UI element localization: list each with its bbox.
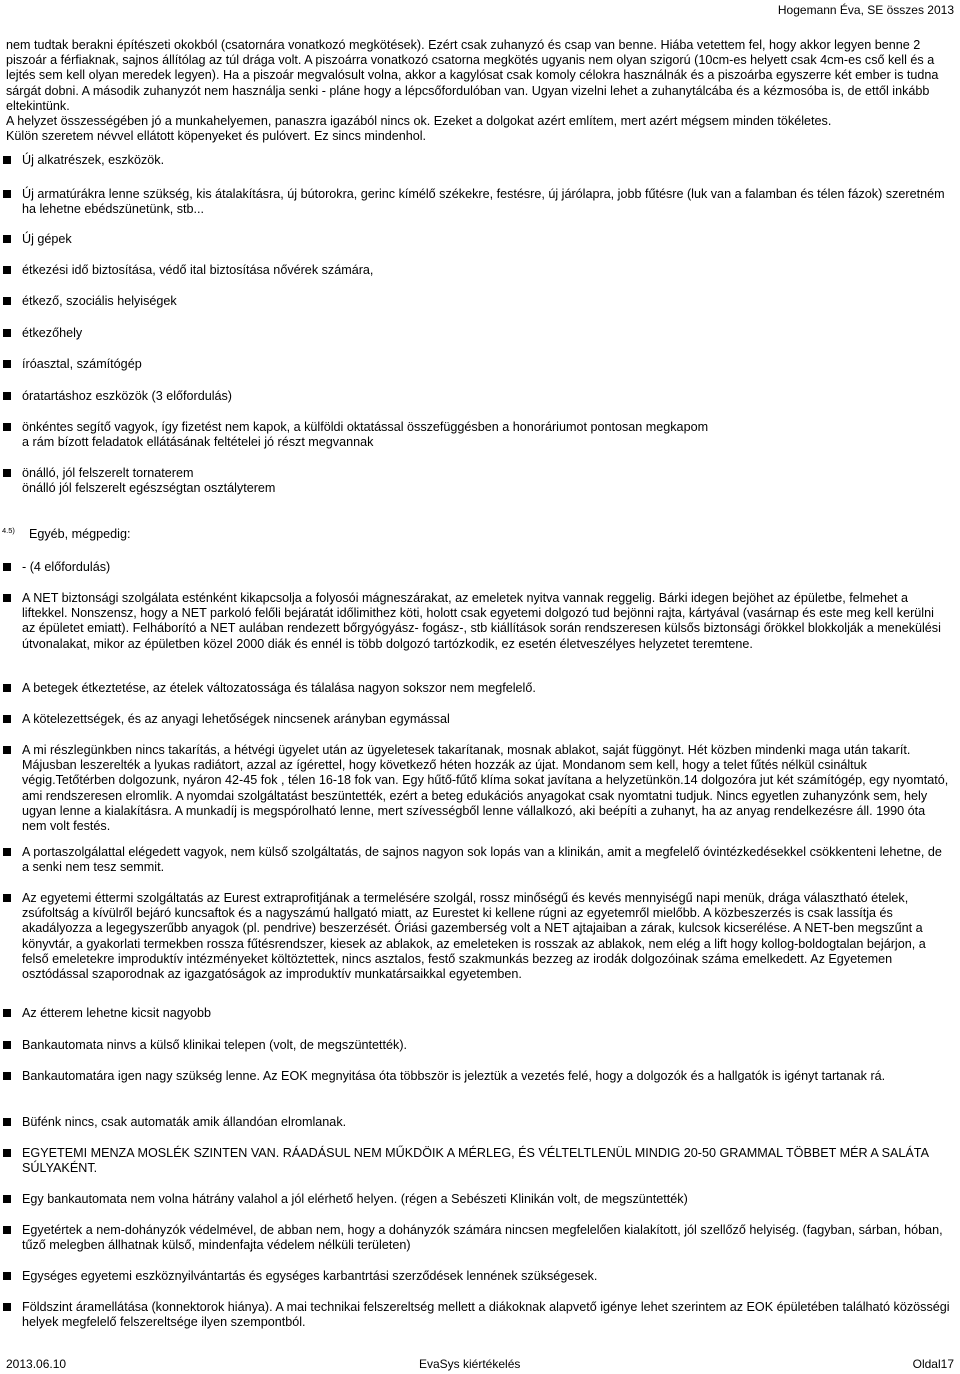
intro-paragraph: nem tudtak berakni építészeti okokból (csatornára vonatkozó megkötések). Ezért csak zuhanyzó és csap van benne. Hiába vetettem fel, hogy akkor legyen benne 2 piszoár a férfiaknak, sajnos állítólag az túl drága volt. A piszoárra vonatkozó csatorna megkötés ugyanis nem olyan szigorú (10cm-es helyett csak 4cm-es cső kell és a lejtés sem kell olyan meredek legyen). Ha a piszoár megvalósult volna, akkor a kagylósat csak komoly célokra használnák és a piszoárba egyszerre két ember is tudna sárgát dobni. A második zuhanyzót nem használja senki - pláne hogy a lépcsőfordulóban van. Ugyan vizelni lehet a zuhanytálcába és a kézmosóba is, de ettől inkább eltekintünk. [6,38,939,113]
bullet-item: Egy bankautomata nem volna hátrány valahol a jól elérhető helyen. (régen a Sebészeti Klinikán volt, de megszüntették) [0,1192,950,1207]
bullet-item: Új gépek [0,232,950,247]
bullet-square-icon [3,594,11,602]
bullet-square-icon [3,1072,11,1080]
bullet-item: A kötelezettségek, és az anyagi lehetőségek nincsenek arányban egymással [0,712,950,727]
bullet-item: önkéntes segítő vagyok, így fizetést nem kapok, a külföldi oktatással összefüggésben a honoráriumot pontosan megkapom a rám bízott feladatok ellátásának feltételei jó részt megvannak [0,420,950,450]
bullet-square-icon [3,1195,11,1203]
intro-paragraph: Külön szeretem névvel ellátott köpenyeket és pulóvert. Ez sincs mindenhol. [6,129,427,144]
bullet-square-icon [3,297,11,305]
bullet-square-icon [3,848,11,856]
bullet-item: Új armatúrákra lenne szükség, kis átalakításra, új bútorokra, gerinc kímélő székekre, festésre, új járólapra, jobb fűtésre (luk van a falamban és télen fázok) szeretném ha lehetne ebédszünetünk, stb... [0,187,950,217]
intro-paragraph: A helyzet összességében jó a munkahelyemen, panaszra igazából nincs ok. Ezeket a dolgokat azért említem, mert azért mégsem minden tökéletes. [6,114,832,129]
bullet-square-icon [3,1009,11,1017]
section-number: 4.5) [2,526,15,535]
intro-text [6,38,950,144]
bullet-item: óratartáshoz eszközök (3 előfordulás) [0,389,950,404]
bullet-square-icon [3,684,11,692]
bullet-item: - (4 előfordulás) [0,560,950,575]
bullet-item: Egyetértek a nem-dohányzók védelmével, de abban nem, hogy a dohányzók számára nincsen megfelelően kialakított, jól szellőző helyiség. (fagyban, sárban, hóban, tűző melegben állhatnak külső, mindenfajta védelem nélküli területen) [0,1223,950,1253]
bullet-item: A mi részlegünkben nincs takarítás, a hétvégi ügyelet után az ügyeletesek takarítanak, mosnak ablakot, saját függönyt. Hét közben mindenki maga után takarít. Májusban leszerelték a lyukas radiátort, azzal az ígérettel, hogy következő héten hozzák az újat. Mondanom sem kell, hogy a telet fűtés nélkül csináltuk végig.Tetőtérben dolgozunk, nyáron 42-45 fok , télen 16-18 fok van. Egy hűtő-fűtő klíma sokat javítana a helyzetünkön.14 dolgozóra jut két számítógép, egy nyomtató, ami rendszeresen elromlik. A nyomdai szolgáltatást beszüntették, ezért a beteg edukációs anyagokat csak nyomtatni tudjuk. Nincs egyetlen zuhanyzónk sem, hely ugyan lenne a kialakításra. A munkadíj is megspórolható lenne, mert szívességből lenne vállalkozó, aki beépíti a zuhanyt, ha az anyag rendelkezésre áll. 1990 óta nem volt festés. [0,743,950,834]
bullet-square-icon [3,190,11,198]
bullet-item: Büfénk nincs, csak automaták amik állandóan elromlanak. [0,1115,950,1130]
bullet-item: étkezési idő biztosítása, védő ital biztosítása nővérek számára, [0,263,950,278]
bullet-square-icon [3,329,11,337]
bullet-item: A NET biztonsági szolgálata esténként kikapcsolja a folyosói mágneszárakat, az emeletek nyitva vannak reggelig. Bárki idegen bejöhet az épületbe, felmehet a liftekkel. Nonszensz, hogy a NET parkoló felőli bejáratát időlimithez köti, holott csak egyetemi dolgozó tud bejönni rajta, kártyával (vasárnap és este meg kell kerülni az épületet emiatt). Felháborító a NET aulában rendezett bőrgyógyász- fogász-, stb kiállítások során rendszeresen külsős biztonsági őrökkel blokkolják a menekülési útvonalakat, mikor az épületben közel 2000 diák és ennél is több dolgozó tartózkodik, ez esetén életveszélyes helyzetet teremtene. [0,591,950,652]
section-title: Egyéb, mégpedig: [28,527,131,541]
footer-center: EvaSys kiértékelés [419,1357,521,1371]
bullet-square-icon [3,1041,11,1049]
bullet-square-icon [3,1272,11,1280]
bullet-item: önálló, jól felszerelt tornaterem önálló jól felszerelt egészségtan osztályterem [0,466,950,496]
bullet-item: íróasztal, számítógép [0,357,950,372]
page-header: Hogemann Éva, SE összes 2013 [777,3,954,17]
footer-date: 2013.06.10 [6,1357,67,1371]
section-heading [2,527,130,541]
bullet-square-icon [3,563,11,571]
bullet-square-icon [3,894,11,902]
bullet-item: étkező, szociális helyiségek [0,294,950,309]
bullet-square-icon [3,360,11,368]
bullet-square-icon [3,423,11,431]
bullet-square-icon [3,156,11,164]
bullet-square-icon [3,266,11,274]
bullet-square-icon [3,469,11,477]
bullet-item: A betegek étkeztetése, az ételek változatossága és tálalása nagyon sokszor nem megfelelő. [0,681,950,696]
bullet-square-icon [3,1303,11,1311]
bullet-item: Egységes egyetemi eszköznyilvántartás és egységes karbantrtási szerződések lennének szükségesek. [0,1269,950,1284]
bullet-item: Bankautomatára igen nagy szükség lenne. Az EOK megnyitása óta többször is jeleztük a vezetés felé, hogy a dolgozók és a hallgatók is igényt tartanak rá. [0,1069,950,1084]
bullet-square-icon [3,392,11,400]
bullet-item: Bankautomata ninvs a külső klinikai telepen (volt, de megszüntették). [0,1038,950,1053]
bullet-item: Az egyetemi éttermi szolgáltatás az Eurest extraprofitjának a termelésére szolgál, rossz minőségű és kevés mennyiségű napi menük, drága választható ételek, zsúfoltság a kívülről bejáró kuncsaftok és a nagyszámú hallgató miatt, az Eurestet ki kellene rúgni az egyetemről mielőbb. A közbeszerzés is csak lassítja és akadályozza a legegyszerűbb anyagok (pl. pendrive) beszerzését. Óriási gazemberség volt a NET ajtajaiban a zárak, kulcsok kicserélése. A NET-ben megszűnt a könyvtár, a gyakorlati termekben rossza fűtésrendszer, kiesek az ablakok, az emeleteken is rosszak az ablakok, nem elég a lift hogy kollog-boldogtalan bejárjon, a felső emeletekre improduktív intézményeket költöztettek, nincs asztalos, festő szakmunkás bezzeg az irodák dolgozóinak száma emelkedett. Az Egyetemen osztódással szaporodnak az igazgatóságok az improduktív munkatársaikkal egyetemben. [0,891,950,982]
bullet-item: A portaszolgálattal elégedett vagyok, nem külső szolgáltatás, de sajnos nagyon sok lopás van a klinikán, amit a megfelelő óvintézkedésekkel csökkenteni lehetne, de a senki nem tesz semmit. [0,845,950,875]
bullet-square-icon [3,1226,11,1234]
bullet-item: Földszint áramellátása (konnektorok hiánya). A mai technikai felszereltség mellett a diákoknak alapvető igénye lehet szerintem az EOK épületében található közösségi helyek megfelelő felszereltsége ilyen szempontból. [0,1300,950,1330]
bullet-item: Új alkatrészek, eszközök. [0,153,950,168]
bullet-item: Az étterem lehetne kicsit nagyobb [0,1006,950,1021]
footer-page-number: Oldal17 [912,1357,954,1371]
bullet-square-icon [3,1118,11,1126]
bullet-square-icon [3,235,11,243]
bullet-square-icon [3,715,11,723]
bullet-item: EGYETEMI MENZA MOSLÉK SZINTEN VAN. RÁADÁSUL NEM MŰKDÖIK A MÉRLEG, ÉS VÉLTELTLENÜL MINDIG 20-50 GRAMMAL TÖBBET MÉR A SALÁTA SÚLYAKÉNT. [0,1146,950,1176]
bullet-item: étkezőhely [0,326,950,341]
bullet-square-icon [3,746,11,754]
bullet-square-icon [3,1149,11,1157]
